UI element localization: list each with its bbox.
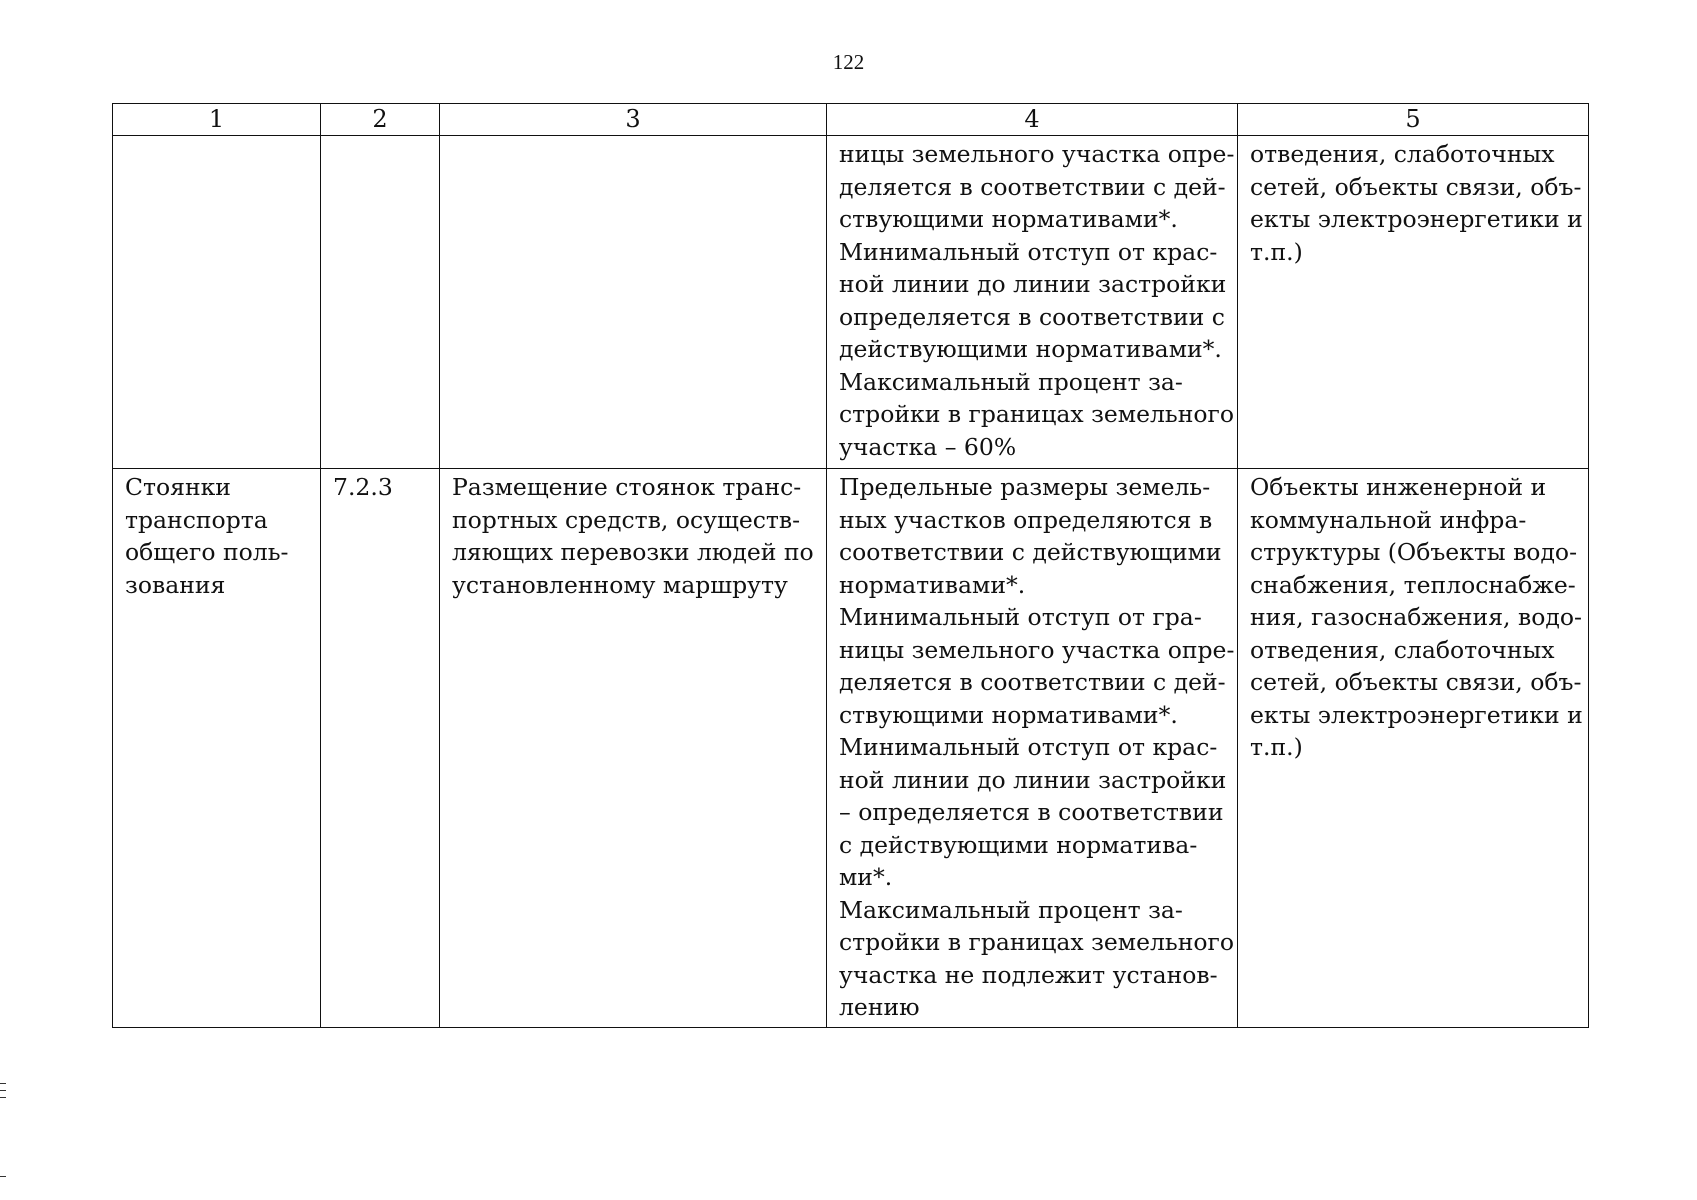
margin-mark <box>0 1083 6 1084</box>
cell-text-line: Размещение стоянок транс- <box>452 473 802 501</box>
table-header-row <box>113 104 1589 136</box>
cell-text-line: определяется в соответствии с <box>839 302 1225 331</box>
cell-text-line: ницы земельного участка опре- <box>839 140 1235 168</box>
column-header-4: 4 <box>827 104 1238 136</box>
cell-code <box>321 469 440 1028</box>
cell-text-line: ми*. <box>839 863 893 891</box>
cell-text-line: – определяется в соответствии <box>839 798 1224 826</box>
cell-text-line: структуры (Объекты водо- <box>1250 538 1578 566</box>
table-row <box>113 136 1589 469</box>
cell-text-line: т.п.) <box>1250 237 1303 266</box>
cell-text-line: деляется в соответствии с дей- <box>839 172 1226 201</box>
cell-text-line: екты электроэнергетики и <box>1250 700 1583 729</box>
cell-text-line: Предельные размеры земель- <box>839 473 1211 501</box>
cell-text-line: ствующими нормативами*. <box>839 205 1178 233</box>
cell-description <box>440 469 827 1028</box>
cell-parameters <box>827 136 1238 469</box>
cell-text-line: действующими нормативами*. <box>839 335 1222 363</box>
cell-parameters <box>827 469 1238 1028</box>
cell-text-line: Минимальный отступ от крас- <box>839 237 1218 266</box>
cell-text-line: ствующими нормативами*. <box>839 700 1178 729</box>
cell-land-use-name <box>113 469 321 1028</box>
regulations-table <box>112 103 1589 1028</box>
margin-mark <box>0 1090 6 1091</box>
cell-text-line: сетей, объекты связи, объ- <box>1250 668 1582 696</box>
cell-text-line: сетей, объекты связи, объ- <box>1250 172 1582 201</box>
cell-text-line: стройки в границах земельного <box>839 400 1234 428</box>
cell-text-line: Максимальный процент за- <box>839 895 1183 924</box>
cell-text-line: екты электроэнергетики и <box>1250 205 1583 233</box>
cell-text-line: снабжения, теплоснабже- <box>1250 570 1576 599</box>
cell-text-line: Максимальный процент за- <box>839 367 1183 396</box>
cell-text-line: ния, газоснабжения, водо- <box>1250 603 1582 631</box>
column-header-5: 5 <box>1238 104 1589 136</box>
cell-text-line: нормативами*. <box>839 570 1026 599</box>
margin-mark <box>0 1097 6 1098</box>
column-header-2: 2 <box>321 104 440 136</box>
page-number: 122 <box>832 50 865 74</box>
column-header-3: 3 <box>440 104 827 136</box>
column-header-1: 1 <box>113 104 321 136</box>
cell-text-line: т.п.) <box>1250 733 1303 761</box>
cell-text-line: ной линии до линии застройки <box>839 270 1227 298</box>
table-row <box>113 469 1589 1028</box>
cell-text-line: с действующими норматива- <box>839 830 1198 859</box>
cell-text-line: участка не подлежит установ- <box>839 960 1218 989</box>
cell-text-line: деляется в соответствии с дей- <box>839 668 1226 696</box>
cell-description <box>440 136 827 469</box>
cell-text-line: ных участков определяются в <box>839 505 1213 534</box>
cell-text-line: соответствии с действующими <box>839 538 1222 566</box>
cell-text-line: транспорта <box>125 505 268 534</box>
cell-text-line: ницы земельного участка опре- <box>839 635 1235 664</box>
cell-text-line: установленному маршруту <box>452 570 788 599</box>
cell-text-line: коммунальной инфра- <box>1250 505 1527 534</box>
cell-auxiliary-uses <box>1238 469 1589 1028</box>
cell-land-use-name <box>113 136 321 469</box>
cell-text-line: ной линии до линии застройки <box>839 765 1227 794</box>
cell-text-line: общего поль- <box>125 538 289 566</box>
margin-mark <box>0 1176 6 1177</box>
cell-text-line: отведения, слаботочных <box>1250 635 1555 664</box>
cell-auxiliary-uses <box>1238 136 1589 469</box>
cell-text-line: Минимальный отступ от гра- <box>839 603 1202 631</box>
cell-text-line: Стоянки <box>125 473 231 501</box>
cell-text-line: Минимальный отступ от крас- <box>839 733 1218 761</box>
cell-text-line: 7.2.3 <box>333 473 393 501</box>
cell-text-line: портных средств, осуществ- <box>452 505 801 534</box>
cell-text-line: отведения, слаботочных <box>1250 140 1555 168</box>
cell-code <box>321 136 440 469</box>
cell-text-line: лению <box>839 993 920 1021</box>
cell-text-line: ляющих перевозки людей по <box>452 538 814 566</box>
cell-text-line: Объекты инженерной и <box>1250 473 1547 501</box>
cell-text-line: участка – 60% <box>839 432 1017 461</box>
cell-text-line: зования <box>125 570 226 599</box>
cell-text-line: стройки в границах земельного <box>839 928 1234 956</box>
